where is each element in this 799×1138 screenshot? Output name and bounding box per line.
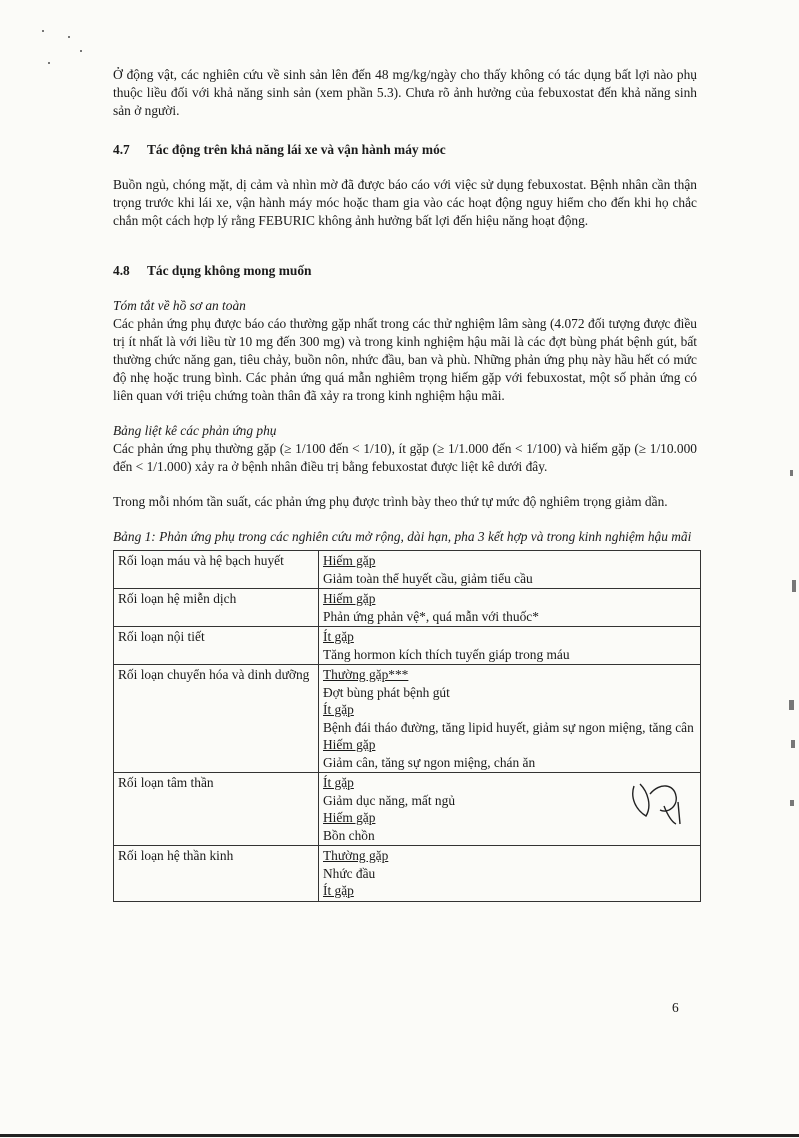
reactions-cell <box>319 627 701 665</box>
table-row <box>114 627 701 665</box>
frequency-label: Thường gặp*** <box>323 667 409 682</box>
organ-class-cell: Rối loạn hệ miễn dịch <box>114 589 319 627</box>
section-title: Tác động trên khả năng lái xe và vận hành máy móc <box>147 142 446 157</box>
adverse-reactions-table <box>113 550 701 902</box>
reaction-text: Bồn chồn <box>323 827 375 843</box>
scan-speck <box>42 30 44 32</box>
scan-speck <box>792 580 796 592</box>
section-4-7-heading <box>113 141 697 159</box>
section-4-7-body: Buồn ngủ, chóng mặt, dị cảm và nhìn mờ đã được báo cáo với việc sử dụng febuxostat. Bệnh nhân cần thận trọng trước khi lái xe, vận hành máy móc hoặc tham gia vào các hoạt động nguy hiểm cho đến khi họ chắc chắn một cách hợp lý rằng FEBURIC không ảnh hưởng bất lợi đến hiệu năng hoạt động. <box>113 177 697 228</box>
table-row <box>114 773 701 846</box>
frequency-label: Hiếm gặp <box>323 591 376 606</box>
list-body: Các phản ứng phụ thường gặp (≥ 1/100 đến < 1/10), ít gặp (≥ 1/1.000 đến < 1/100) và hiếm gặp (≥ 1/10.000 đến < 1/1.000) xảy ra ở bệnh nhân điều trị bằng febuxostat được liệt kê dưới đây. <box>113 441 697 474</box>
reactions-cell <box>319 846 701 902</box>
section-4-8-heading <box>113 262 697 280</box>
organ-class-cell: Rối loạn máu và hệ bạch huyết <box>114 551 319 589</box>
reaction-text: Nhức đầu <box>323 865 376 881</box>
frequency-label: Hiếm gặp <box>323 553 376 568</box>
reaction-text: Bệnh đái tháo đường, tăng lipid huyết, giảm sự ngon miệng, tăng cân <box>323 719 694 735</box>
section-title: Tác dụng không mong muốn <box>147 263 312 278</box>
page-number: 6 <box>672 1000 679 1015</box>
reaction-text: Phản ứng phản vệ*, quá mẫn với thuốc* <box>323 608 539 624</box>
reactions-cell <box>319 589 701 627</box>
list-heading: Bảng liệt kê các phản ứng phụ <box>113 423 277 438</box>
scan-speck <box>48 62 50 64</box>
section-number: 4.7 <box>113 142 130 157</box>
bottom-edge-rule <box>0 1134 799 1137</box>
reactions-cell <box>319 665 701 773</box>
reactions-cell <box>319 551 701 589</box>
organ-class-cell: Rối loạn chuyển hóa và dinh dưỡng <box>114 665 319 773</box>
table-caption: Bảng 1: Phản ứng phụ trong các nghiên cứu mở rộng, dài hạn, pha 3 kết hợp và trong kinh nghiệm hậu mãi <box>113 529 692 544</box>
reaction-text: Tăng hormon kích thích tuyến giáp trong máu <box>323 646 570 662</box>
reaction-text: Giảm toàn thể huyết cầu, giảm tiểu cầu <box>323 570 533 586</box>
frequency-label: Hiếm gặp <box>323 737 376 752</box>
section-number: 4.8 <box>113 263 130 278</box>
handwritten-initials-mark <box>616 776 696 828</box>
organ-class-cell: Rối loạn nội tiết <box>114 627 319 665</box>
intro-paragraph: Ở động vật, các nghiên cứu về sinh sản lên đến 48 mg/kg/ngày cho thấy không có tác dụng bất lợi nào phụ thuộc liều đối với khả năng sinh sản (xem phần 5.3). Chưa rõ ảnh hưởng của febuxostat đến khả năng sinh sản ở người. <box>113 67 697 118</box>
scan-speck <box>790 470 793 476</box>
table-row <box>114 589 701 627</box>
frequency-label: Ít gặp <box>323 883 354 898</box>
reaction-text: Giảm cân, tăng sự ngon miệng, chán ăn <box>323 754 536 770</box>
scan-speck <box>790 800 794 806</box>
frequency-label: Thường gặp <box>323 848 389 863</box>
frequency-label: Ít gặp <box>323 629 354 644</box>
scan-speck <box>80 50 82 52</box>
reaction-text: Giảm dục năng, mất ngủ <box>323 792 456 808</box>
reaction-text: Đợt bùng phát bệnh gút <box>323 684 450 700</box>
scan-speck <box>789 700 794 710</box>
table-row <box>114 846 701 902</box>
safety-summary-heading: Tóm tắt về hồ sơ an toàn <box>113 298 246 313</box>
organ-class-cell: Rối loạn hệ thần kinh <box>114 846 319 902</box>
frequency-label: Ít gặp <box>323 702 354 717</box>
page-content <box>113 66 697 902</box>
table-row <box>114 551 701 589</box>
frequency-label: Hiếm gặp <box>323 810 376 825</box>
scan-speck <box>791 740 795 748</box>
safety-summary-body: Các phản ứng phụ được báo cáo thường gặp nhất trong các thử nghiệm lâm sàng (4.072 đối tượng được điều trị ít nhất là với liều từ 10 mg đến 300 mg) và trong kinh nghiệm hậu mãi là các đợt bùng phát bệnh gút, bất thường chức năng gan, tiêu chảy, buồn nôn, nhức đầu, ban và phù. Những phản ứng phụ này hầu hết có mức độ nhẹ hoặc trung bình. Các phản ứng quá mẫn nghiêm trọng hiếm gặp với febuxostat, một số phản ứng có liên quan với triệu chứng toàn thân đã xảy ra trong kinh nghiệm hậu mãi. <box>113 316 697 403</box>
table-row <box>114 665 701 773</box>
organ-class-cell: Rối loạn tâm thần <box>114 773 319 846</box>
scan-speck <box>68 36 70 38</box>
frequency-label: Ít gặp <box>323 775 354 790</box>
order-note: Trong mỗi nhóm tần suất, các phản ứng phụ được trình bày theo thứ tự mức độ nghiêm trọng giảm dần. <box>113 494 668 509</box>
